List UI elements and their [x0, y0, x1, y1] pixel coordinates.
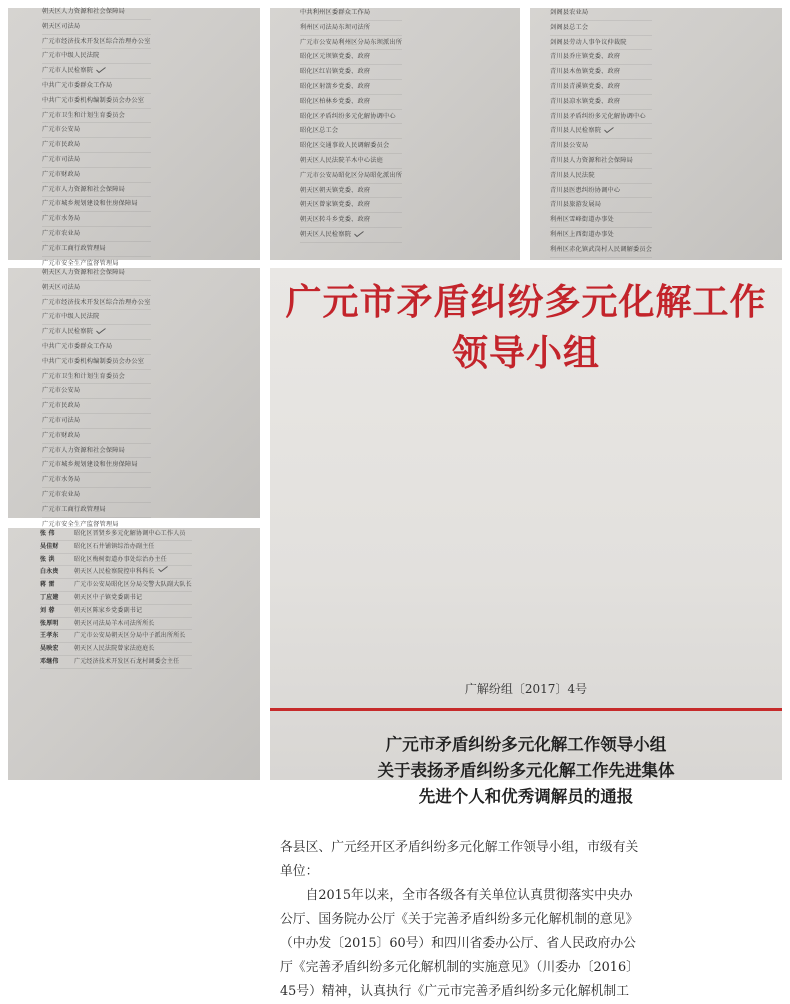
list-item — [42, 310, 151, 325]
document-number: 广解纷组〔2017〕4号 — [464, 682, 588, 696]
list-item — [42, 79, 151, 94]
list-item-label: 广元市司法局 — [42, 416, 81, 424]
person-position: 朝天区中子镇党委副书记 — [74, 593, 143, 601]
list-item — [42, 296, 151, 311]
person-row — [40, 554, 192, 567]
organization-list — [550, 6, 652, 258]
list-item-label: 剑阁县劳动人事争议仲裁院 — [550, 38, 627, 46]
list-item-label: 朝天区司法局 — [42, 283, 81, 291]
list-item-label: 中共广元市委机构编制委员会办公室 — [42, 357, 145, 365]
handwritten-checkmark-icon — [158, 566, 168, 572]
list-item — [550, 110, 652, 125]
person-position: 朝天区人民法院曾家法庭庭长 — [74, 645, 155, 653]
list-item-label: 广元市公安局利州区分局东坝派出所 — [300, 38, 403, 46]
body-line: 各县区、广元经开区矛盾纠纷多元化解工作领导小组，市级有关 — [280, 840, 639, 855]
person-position: 广元市公安局朝天区分局中子派出所所长 — [74, 632, 186, 640]
person-name: 吴佳财 — [40, 542, 59, 550]
handwritten-checkmark-icon — [354, 231, 364, 237]
person-name: 吴映宏 — [40, 645, 59, 653]
list-item — [42, 429, 151, 444]
person-row — [40, 656, 192, 669]
list-item-label: 青川县青溪镇党委、政府 — [550, 82, 621, 90]
list-item — [300, 169, 402, 184]
list-item — [42, 444, 151, 459]
list-item — [300, 228, 402, 243]
photo-panel-top-middle — [270, 8, 520, 260]
person-name: 蒋 雷 — [40, 581, 55, 589]
list-item — [300, 198, 402, 213]
list-item — [42, 266, 151, 281]
list-item — [42, 458, 151, 473]
list-item-label: 朝天区人力资源和社会保障局 — [42, 269, 126, 276]
list-item — [550, 198, 652, 213]
list-item-label: 朝天区人民法院羊木中心法庭 — [300, 156, 384, 164]
list-item-label: 广元市经济技术开发区综合治理办公室 — [42, 298, 151, 306]
list-item-label: 朝天区人力资源和社会保障局 — [42, 8, 126, 15]
list-item — [300, 110, 402, 125]
list-item-label: 利州区上西街道办事处 — [550, 230, 614, 238]
organization-list — [42, 5, 151, 271]
list-item — [42, 325, 151, 340]
list-item-label: 广元市安全生产监督管理局 — [42, 520, 119, 528]
list-item — [550, 6, 652, 21]
list-item-label: 广元市民政局 — [42, 402, 81, 410]
list-item-label: 青川县凉水镇党委、政府 — [550, 97, 621, 105]
person-name: 刘 蓉 — [40, 606, 55, 614]
list-item — [550, 154, 652, 169]
list-item-label: 昭化区矛盾纠纷多元化解协调中心 — [300, 112, 396, 120]
list-item-label: 利州区司法局东坝司法所 — [300, 23, 371, 31]
list-item — [300, 139, 402, 154]
person-row — [40, 566, 192, 579]
list-item — [42, 138, 151, 153]
notice-body — [280, 836, 772, 1004]
list-item — [300, 124, 402, 139]
list-item-label: 朝天区转斗乡党委、政府 — [300, 216, 371, 224]
list-item — [550, 184, 652, 199]
list-item — [550, 213, 652, 228]
list-item-label: 广元市财政局 — [42, 431, 81, 439]
person-row — [40, 592, 192, 605]
list-item — [300, 80, 402, 95]
person-position: 朝天区司法局羊木司法所所长 — [74, 619, 155, 627]
list-item-label: 广元市人民检察院 — [42, 67, 94, 75]
person-position: 广元市公安局昭化区分局交警大队副大队长 — [74, 581, 192, 589]
list-item — [42, 227, 151, 242]
list-item-label: 广元市人力资源和社会保障局 — [42, 185, 126, 193]
list-item — [42, 5, 151, 20]
person-name: 王孝东 — [40, 632, 59, 640]
organization-list — [42, 266, 151, 532]
list-item-label: 广元市工商行政管理局 — [42, 505, 106, 513]
body-line: 厅《完善矛盾纠纷多元化解机制的实施意见》（川委办〔2016〕 — [280, 960, 639, 975]
list-item — [42, 355, 151, 370]
list-item — [42, 153, 151, 168]
list-item-label: 青川县木鱼镇党委、政府 — [550, 68, 621, 76]
photo-panel-top-right — [530, 8, 782, 260]
photo-panel-middle-left — [8, 268, 260, 528]
list-item — [300, 95, 402, 110]
list-item — [42, 281, 151, 296]
person-position: 昭化区梅树街道办事处综治办主任 — [74, 555, 168, 563]
list-item-label: 广元市工商行政管理局 — [42, 244, 106, 252]
person-row — [40, 579, 192, 592]
list-item-label: 利州区赤化镇武岗村人民调解委员会 — [550, 245, 653, 253]
list-item-label: 广元市农业局 — [42, 490, 81, 498]
person-name: 丁应建 — [40, 593, 59, 601]
notice-title-line: 先进个人和优秀调解员的通报 — [418, 787, 634, 806]
notice-title-line: 广元市矛盾纠纷多元化解工作领导小组 — [385, 735, 667, 754]
list-item-label: 昭化区红岩镇党委、政府 — [300, 68, 371, 76]
person-position: 朝天区人民检察院控申科科长 — [74, 568, 155, 576]
list-item-label: 广元市公安局昭化区分局昭化派出所 — [300, 171, 403, 179]
list-item-label: 青川县旅游发展局 — [550, 201, 602, 209]
list-item — [42, 123, 151, 138]
list-item — [550, 80, 652, 95]
list-item-label: 昭化区总工会 — [300, 127, 339, 135]
photo-panel-bottom-left — [8, 528, 260, 780]
person-row — [40, 528, 192, 541]
list-item-label: 中共广元市委群众工作局 — [42, 342, 113, 350]
list-item-label: 广元市中级人民法院 — [42, 313, 100, 321]
list-item-label: 青川县人力资源和社会保障局 — [550, 156, 634, 164]
red-rule-divider — [270, 708, 782, 711]
notice-title-line: 关于表扬矛盾纠纷多元化解工作先进集体 — [377, 761, 675, 780]
list-item-label: 广元市水务局 — [42, 215, 81, 223]
list-item-label: 广元市民政局 — [42, 141, 81, 149]
list-item — [42, 197, 151, 212]
list-item-label: 剑阁县农业局 — [550, 9, 589, 16]
letterhead-title: 广元市矛盾纠纷多元化解工作领导小组 — [285, 281, 767, 374]
person-name: 张厚明 — [40, 619, 59, 627]
list-item-label: 青川县人民法院 — [550, 171, 595, 179]
organization-list — [300, 6, 402, 243]
list-item-label: 广元市水务局 — [42, 476, 81, 484]
list-item — [550, 65, 652, 80]
list-item — [42, 340, 151, 355]
person-position: 广元经济技术开发区石龙村调委会主任 — [74, 657, 180, 665]
list-item — [42, 384, 151, 399]
person-row — [40, 605, 192, 618]
list-item-label: 朝天区司法局 — [42, 22, 81, 30]
body-line: （中办发〔2015〕60号）和四川省委办公厅、省人民政府办公 — [280, 936, 636, 951]
person-row — [40, 630, 192, 643]
list-item — [42, 49, 151, 64]
person-position: 昭化区石井铺镇综治办副主任 — [74, 542, 155, 550]
handwritten-checkmark-icon — [604, 127, 614, 133]
person-name: 邓继伟 — [40, 657, 59, 665]
list-item-label: 中共利州区委群众工作局 — [300, 9, 371, 16]
list-item — [42, 399, 151, 414]
list-item-label: 青川县矛盾纠纷多元化解协调中心 — [550, 112, 646, 120]
list-item — [42, 20, 151, 35]
list-item-label: 广元市公安局 — [42, 126, 81, 134]
list-item — [550, 228, 652, 243]
person-name: 张 伟 — [40, 530, 55, 537]
list-item-label: 广元市人力资源和社会保障局 — [42, 446, 126, 454]
body-line: 公厅、国务院办公厅《关于完善矛盾纠纷多元化解机制的意见》 — [280, 912, 639, 927]
list-item — [42, 370, 151, 385]
list-item — [300, 36, 402, 51]
body-line: 单位： — [280, 864, 319, 879]
list-item-label: 昭化区柏林乡党委、政府 — [300, 97, 371, 105]
list-item-label: 广元市公安局 — [42, 387, 81, 395]
person-row — [40, 541, 192, 554]
list-item — [550, 243, 652, 258]
list-item-label: 中共广元市委机构编制委员会办公室 — [42, 96, 145, 104]
list-item — [42, 183, 151, 198]
list-item-label: 中共广元市委群众工作局 — [42, 81, 113, 89]
list-item-label: 朝天区人民检察院 — [300, 230, 352, 238]
list-item — [300, 65, 402, 80]
handwritten-checkmark-icon — [96, 328, 106, 334]
list-item — [300, 21, 402, 36]
list-item — [42, 64, 151, 79]
list-item — [550, 124, 652, 139]
list-item-label: 青川县乔庄镇党委、政府 — [550, 53, 621, 61]
list-item-label: 广元市卫生和计划生育委员会 — [42, 111, 126, 119]
person-name: 张 洪 — [40, 555, 55, 563]
list-item — [550, 50, 652, 65]
list-item — [300, 6, 402, 21]
body-line: 自2015年以来，全市各级各有关单位认真贯彻落实中央办 — [280, 888, 633, 903]
list-item — [42, 35, 151, 50]
list-item-label: 广元市城乡规划建设和住房保障局 — [42, 461, 138, 469]
list-item — [42, 473, 151, 488]
list-item-label: 朝天区朝天镇党委、政府 — [300, 186, 371, 194]
list-item-label: 广元市人民检察院 — [42, 328, 94, 336]
list-item-label: 青川县人民检察院 — [550, 127, 602, 135]
list-item-label: 青川县医患纠纷协调中心 — [550, 186, 621, 194]
body-line: 45号）精神，认真执行《广元市完善矛盾纠纷多元化解机制工 — [280, 984, 630, 999]
person-position: 昭化区晋贤乡多元化解协调中心工作人员 — [74, 530, 186, 537]
list-item-label: 广元市安全生产监督管理局 — [42, 259, 119, 267]
person-position: 朝天区陈家乡党委副书记 — [74, 606, 143, 614]
notice-title — [270, 732, 782, 810]
list-item-label: 广元市财政局 — [42, 170, 81, 178]
list-item-label: 青川县公安局 — [550, 142, 589, 150]
list-item-label: 广元市经济技术开发区综合治理办公室 — [42, 37, 151, 45]
list-item-label: 昭化区元坝镇党委、政府 — [300, 53, 371, 61]
list-item — [550, 21, 652, 36]
list-item-label: 广元市司法局 — [42, 155, 81, 163]
list-item — [300, 50, 402, 65]
list-item — [300, 154, 402, 169]
list-item — [42, 242, 151, 257]
person-name: 白永贵 — [40, 568, 59, 576]
list-item — [550, 95, 652, 110]
list-item — [42, 212, 151, 227]
list-item-label: 昭化区射箭乡党委、政府 — [300, 82, 371, 90]
list-item — [550, 36, 652, 51]
list-item — [300, 213, 402, 228]
document-photo — [270, 268, 782, 999]
list-item-label: 广元市中级人民法院 — [42, 52, 100, 60]
list-item — [42, 109, 151, 124]
list-item — [42, 414, 151, 429]
list-item-label: 广元市城乡规划建设和住房保障局 — [42, 200, 138, 208]
list-item — [42, 94, 151, 109]
person-row — [40, 643, 192, 656]
list-item-label: 昭化区交通事故人民调解委员会 — [300, 142, 390, 150]
handwritten-checkmark-icon — [96, 67, 106, 73]
list-item-label: 广元市卫生和计划生育委员会 — [42, 372, 126, 380]
list-item-label: 广元市农业局 — [42, 229, 81, 237]
list-item — [42, 488, 151, 503]
person-row — [40, 618, 192, 631]
person-list — [40, 528, 192, 669]
list-item — [550, 139, 652, 154]
list-item-label: 朝天区曾家镇党委、政府 — [300, 201, 371, 209]
list-item — [42, 168, 151, 183]
list-item — [550, 169, 652, 184]
list-item — [300, 184, 402, 199]
photo-panel-top-left — [8, 8, 260, 267]
list-item — [42, 503, 151, 518]
list-item-label: 利州区雪峰街道办事处 — [550, 216, 614, 224]
list-item-label: 剑阁县总工会 — [550, 23, 589, 31]
